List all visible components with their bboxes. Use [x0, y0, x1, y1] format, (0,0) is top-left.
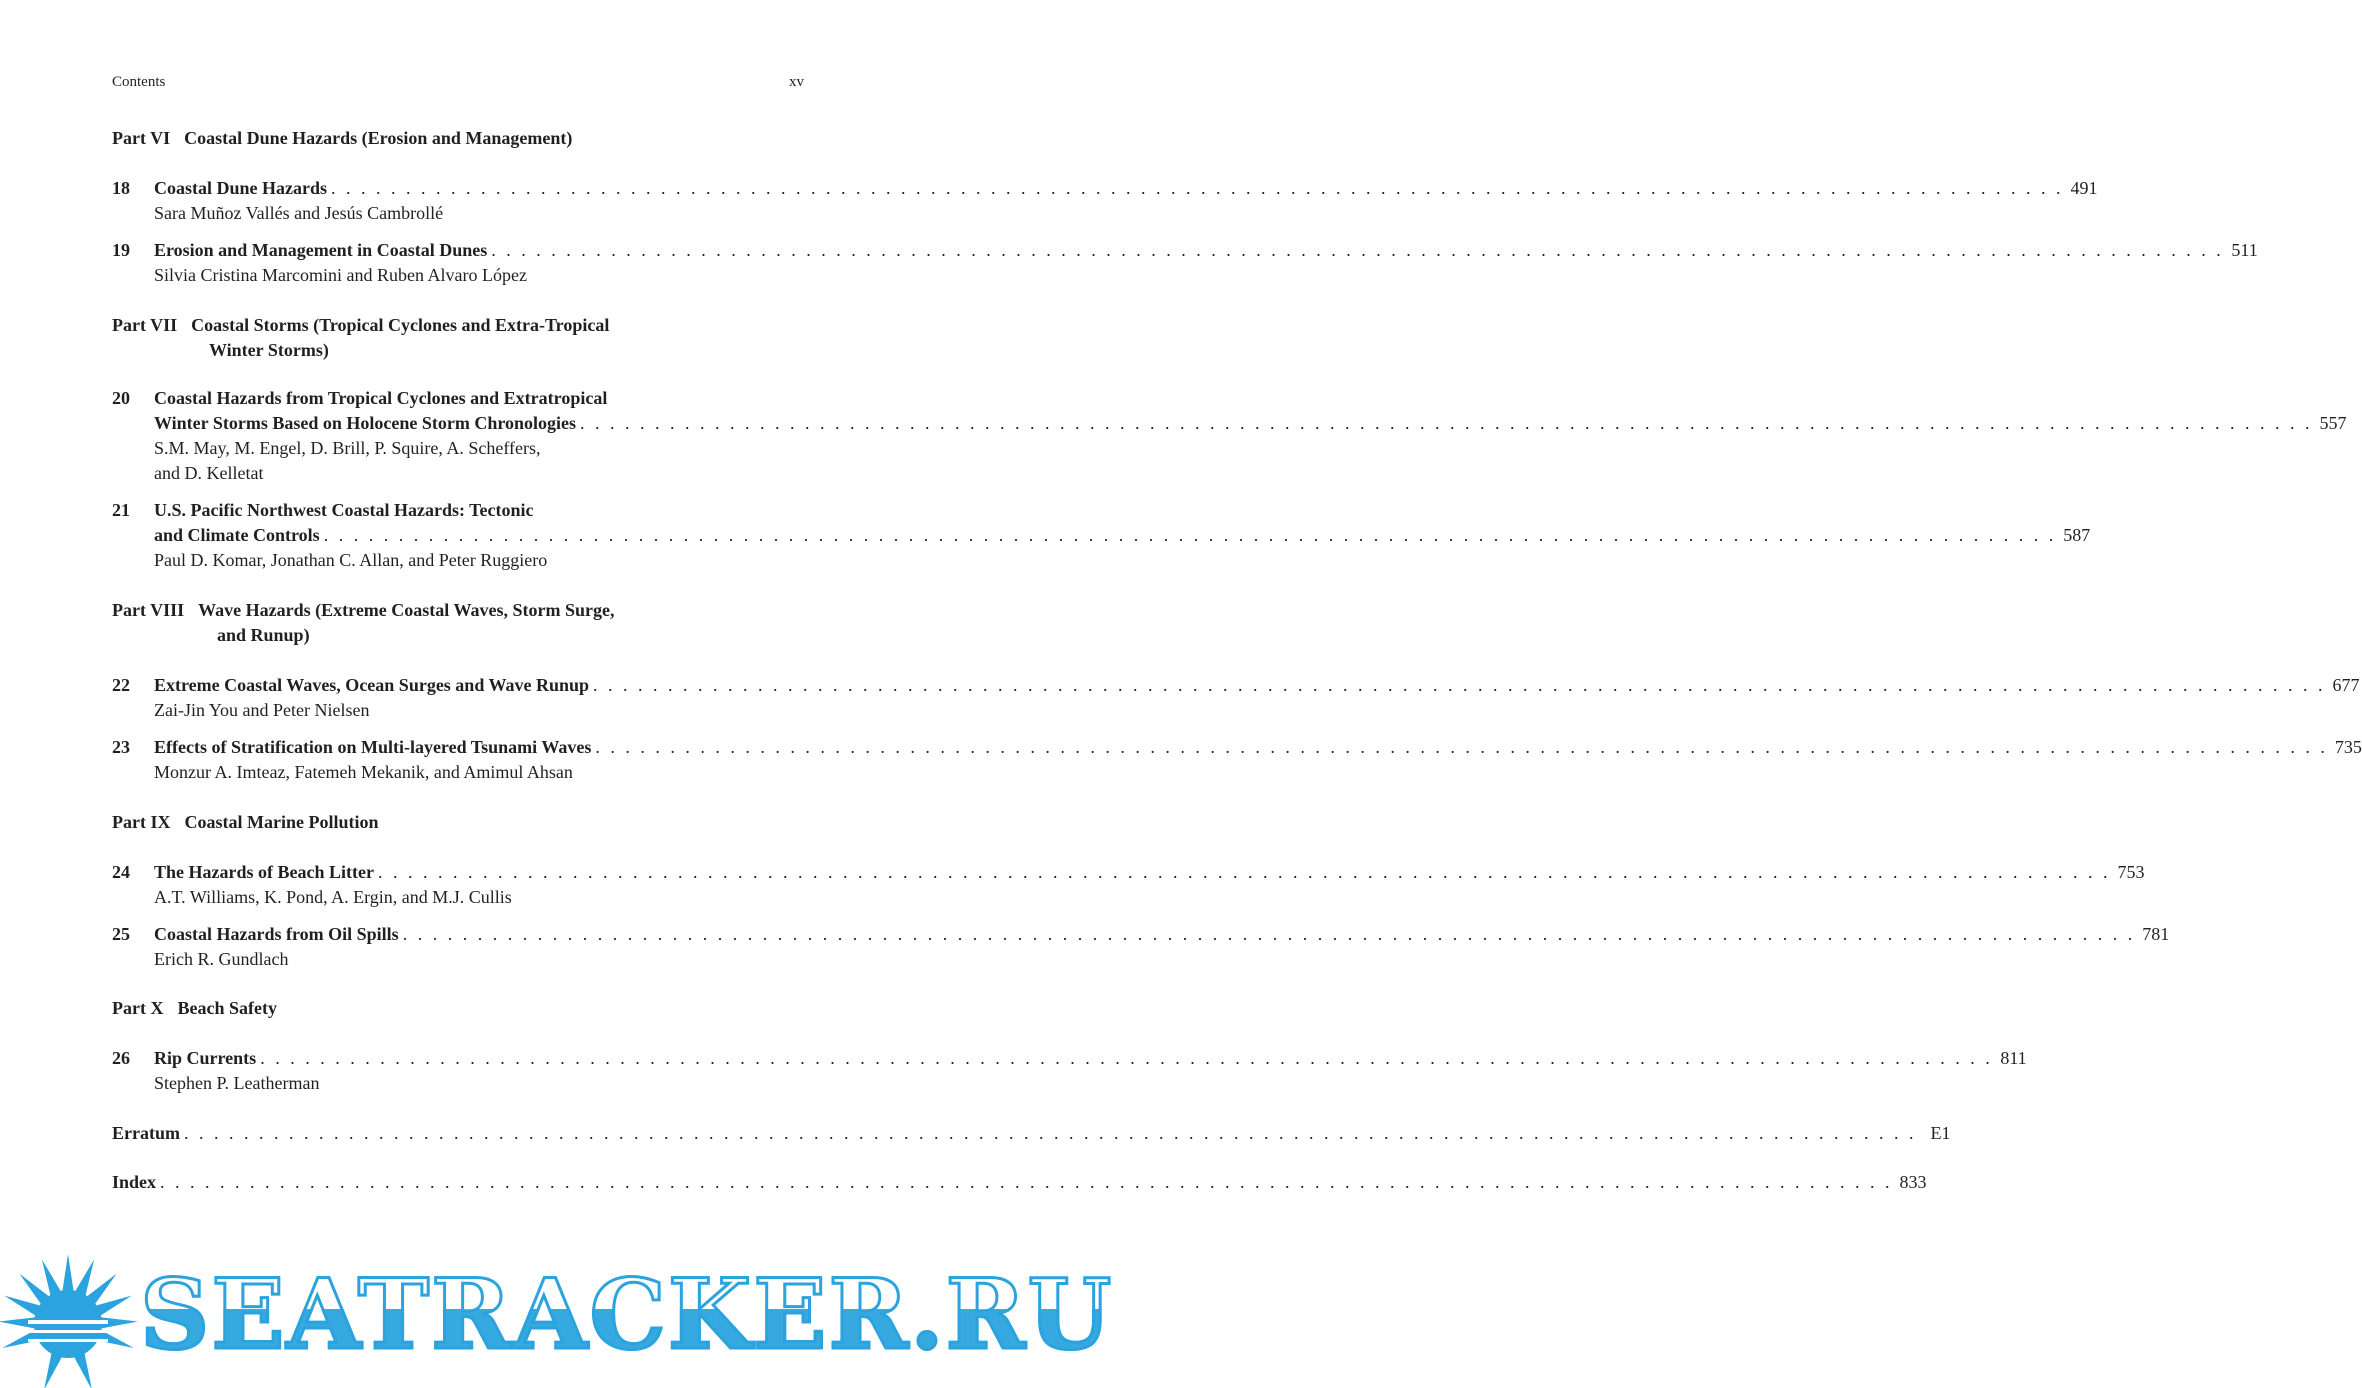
part-label: Part IX [112, 812, 171, 832]
chapter-page: 753 [2117, 862, 2145, 882]
chapter-number: 18 [112, 178, 130, 198]
part-title-cont: Winter Storms) [209, 340, 329, 360]
index-title[interactable]: Index [112, 1172, 157, 1192]
chapter-authors: Erich R. Gundlach [154, 949, 289, 969]
chapter-title[interactable]: Coastal Hazards from Tropical Cyclones and Extratropical [154, 388, 608, 408]
toc-entry[interactable] [112, 386, 2347, 486]
chapter-authors: Paul D. Komar, Jonathan C. Allan, and Peter Ruggiero [154, 550, 548, 570]
toc-entry-erratum[interactable] [112, 1121, 1951, 1146]
toc-entry[interactable] [112, 735, 2362, 785]
chapter-title[interactable]: U.S. Pacific Northwest Coastal Hazards: Tectonic [154, 500, 534, 520]
part-label: Part VII [112, 315, 178, 335]
chapter-title-cont[interactable]: Winter Storms Based on Holocene Storm Chronologies [154, 413, 576, 433]
chapter-page: 587 [2063, 525, 2091, 545]
chapter-title[interactable]: Erosion and Management in Coastal Dunes [154, 240, 488, 260]
chapter-page: 677 [2332, 675, 2360, 695]
chapter-page: 557 [2319, 413, 2347, 433]
running-head: Contents [112, 74, 166, 90]
toc-entry[interactable] [112, 176, 2098, 226]
chapter-number: 22 [112, 675, 130, 695]
part-label: Part VIII [112, 600, 185, 620]
chapter-number: 21 [112, 500, 130, 520]
part-label: Part X [112, 998, 164, 1018]
part-title: Coastal Marine Pollution [184, 812, 379, 832]
part-title: Wave Hazards (Extreme Coastal Waves, Storm Surge, [198, 600, 615, 620]
chapter-authors: Stephen P. Leatherman [154, 1073, 320, 1093]
toc-entry[interactable] [112, 860, 2145, 910]
chapter-authors: Monzur A. Imteaz, Fatemeh Mekanik, and Amimul Ahsan [154, 762, 573, 782]
chapter-title[interactable]: Extreme Coastal Waves, Ocean Surges and Wave Runup [154, 675, 590, 695]
chapter-title[interactable]: Coastal Dune Hazards [154, 178, 328, 198]
chapter-page: 735 [2334, 737, 2362, 757]
chapter-authors: S.M. May, M. Engel, D. Brill, P. Squire, A. Scheffers, [154, 438, 541, 458]
chapter-number: 20 [112, 388, 130, 408]
toc-entry-index[interactable] [112, 1170, 1927, 1195]
leader-dots [324, 523, 2057, 548]
leader-dots [595, 735, 2328, 760]
page-header [112, 74, 804, 91]
chapter-page: 491 [2070, 178, 2098, 198]
chapter-title[interactable]: Coastal Hazards from Oil Spills [154, 924, 399, 944]
erratum-title[interactable]: Erratum [112, 1123, 180, 1143]
part-heading [112, 313, 609, 363]
chapter-number: 26 [112, 1048, 130, 1068]
part-label: Part VI [112, 128, 171, 148]
watermark-text: SEATRACKER.RU [140, 1258, 1114, 1371]
toc-entry[interactable] [112, 498, 2091, 573]
toc-entry[interactable] [112, 673, 2360, 723]
toc-entry[interactable] [112, 238, 2258, 288]
chapter-page: 781 [2142, 924, 2170, 944]
part-title: Beach Safety [177, 998, 277, 1018]
part-title: Coastal Storms (Tropical Cyclones and Extra-Tropical [191, 315, 610, 335]
chapter-title[interactable]: Rip Currents [154, 1048, 257, 1068]
leader-dots [260, 1046, 1993, 1071]
chapter-title[interactable]: The Hazards of Beach Litter [154, 862, 374, 882]
toc-entry[interactable] [112, 1046, 2027, 1096]
part-heading [112, 126, 572, 151]
chapter-number: 19 [112, 240, 130, 260]
chapter-authors: Zai-Jin You and Peter Nielsen [154, 700, 370, 720]
chapter-number: 23 [112, 737, 130, 757]
chapter-number: 24 [112, 862, 130, 882]
chapter-title-cont[interactable]: and Climate Controls [154, 525, 320, 545]
part-heading [112, 810, 378, 835]
leader-dots [160, 1170, 1893, 1195]
index-page: 833 [1899, 1172, 1927, 1192]
part-title: Coastal Dune Hazards (Erosion and Management) [184, 128, 573, 148]
leader-dots [184, 1121, 1917, 1146]
leader-dots [331, 176, 2064, 201]
chapter-authors-cont: and D. Kelletat [154, 463, 264, 483]
chapter-number: 25 [112, 924, 130, 944]
chapter-authors: Sara Muñoz Vallés and Jesús Cambrollé [154, 203, 444, 223]
chapter-title[interactable]: Effects of Stratification on Multi-layered Tsunami Waves [154, 737, 592, 757]
watermark [0, 1250, 1114, 1388]
chapter-page: 511 [2231, 240, 2258, 260]
leader-dots [593, 673, 2326, 698]
part-heading [112, 598, 614, 648]
chapter-authors: Silvia Cristina Marcomini and Ruben Alvaro López [154, 265, 527, 285]
toc-entry[interactable] [112, 922, 2170, 972]
page-number: xv [789, 74, 804, 90]
leader-dots [491, 238, 2224, 263]
leader-dots [580, 411, 2313, 436]
sun-logo-icon [0, 1250, 140, 1388]
chapter-page: 811 [2000, 1048, 2027, 1068]
part-heading [112, 996, 277, 1021]
part-title-cont: and Runup) [217, 625, 310, 645]
leader-dots [378, 860, 2111, 885]
chapter-authors: A.T. Williams, K. Pond, A. Ergin, and M.J. Cullis [154, 887, 512, 907]
erratum-page: E1 [1930, 1123, 1951, 1143]
leader-dots [403, 922, 2136, 947]
